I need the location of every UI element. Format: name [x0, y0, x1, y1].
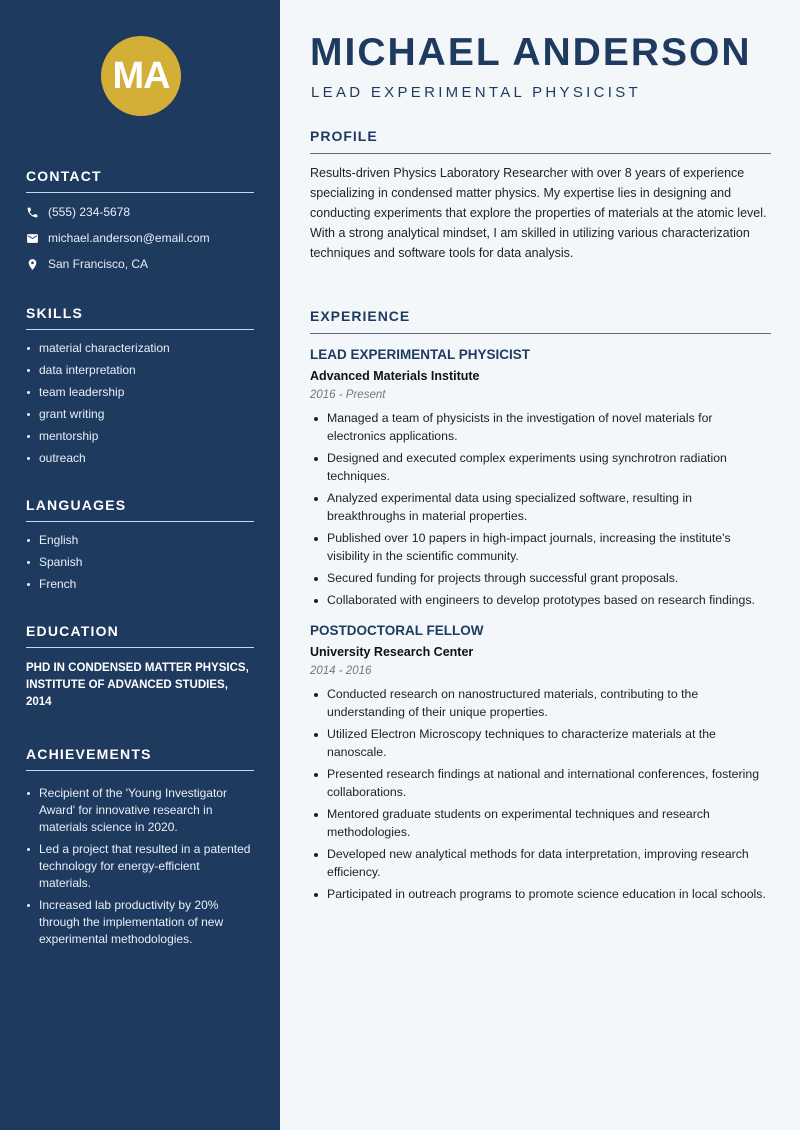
email-icon — [26, 232, 39, 245]
education-institution: INSTITUTE OF ADVANCED STUDIES, — [26, 679, 228, 691]
main-content — [280, 0, 800, 1130]
sidebar — [0, 0, 280, 1130]
job-dates: 2016 - Present — [310, 389, 386, 401]
achievement-item: Recipient of the 'Young Investigator Award' for innovative research in materials science in 2020. — [26, 785, 254, 836]
contact-email — [26, 225, 254, 251]
skill-item: grant writing — [26, 406, 254, 422]
contact-phone — [26, 199, 254, 225]
job-bullet: Analyzed experimental data using specialized software, resulting in breakthroughs in material properties. — [310, 489, 771, 525]
education-entry — [26, 660, 254, 711]
job-role: LEAD EXPERIMENTAL PHYSICIST — [310, 347, 531, 362]
education-degree: PHD IN CONDENSED MATTER PHYSICS, — [26, 662, 249, 674]
job-entry — [310, 347, 771, 609]
skill-item: data interpretation — [26, 362, 254, 378]
phone-text: (555) 234-5678 — [48, 205, 131, 219]
skills-section — [26, 305, 254, 472]
job-bullets — [310, 685, 771, 903]
contact-heading: CONTACT — [26, 168, 254, 193]
achievement-item: Increased lab productivity by 20% through the implementation of new experimental methodologies. — [26, 897, 254, 948]
education-section — [26, 623, 254, 711]
experience-heading: EXPERIENCE — [310, 308, 771, 334]
location-text: San Francisco, CA — [48, 257, 149, 271]
candidate-title: LEAD EXPERIMENTAL PHYSICIST — [311, 84, 641, 101]
skill-item: material characterization — [26, 340, 254, 356]
language-item: English — [26, 532, 254, 548]
avatar-initials: MA — [112, 54, 170, 97]
language-item: French — [26, 576, 254, 592]
candidate-name: MICHAEL ANDERSON — [310, 31, 752, 74]
languages-section — [26, 497, 254, 598]
achievement-item: Led a project that resulted in a patented technology for energy-efficient materials. — [26, 841, 254, 892]
profile-section — [310, 128, 771, 263]
job-bullet: Designed and executed complex experiments using synchrotron radiation techniques. — [310, 449, 771, 485]
location-pin-icon — [26, 258, 39, 271]
skills-list — [26, 340, 254, 466]
job-bullet: Managed a team of physicists in the investigation of novel materials for electronics applications. — [310, 409, 771, 445]
email-text[interactable]: michael.anderson@email.com — [48, 231, 210, 245]
languages-list — [26, 532, 254, 592]
education-year: 2014 — [26, 696, 52, 708]
job-bullet: Published over 10 papers in high-impact journals, increasing the institute's visibility in the scientific community. — [310, 529, 771, 565]
skill-item: mentorship — [26, 428, 254, 444]
skill-item: outreach — [26, 450, 254, 466]
job-bullets — [310, 409, 771, 609]
skill-item: team leadership — [26, 384, 254, 400]
education-heading: EDUCATION — [26, 623, 254, 648]
contact-section — [26, 168, 254, 277]
avatar — [101, 36, 181, 116]
achievements-list — [26, 785, 254, 948]
job-bullet: Participated in outreach programs to promote science education in local schools. — [310, 885, 771, 903]
job-bullet: Collaborated with engineers to develop prototypes based on research findings. — [310, 591, 771, 609]
job-bullet: Conducted research on nanostructured materials, contributing to the understanding of their unique properties. — [310, 685, 771, 721]
job-bullet: Presented research findings at national and international conferences, fostering collaborations. — [310, 765, 771, 801]
languages-heading: LANGUAGES — [26, 497, 254, 522]
job-bullet: Secured funding for projects through successful grant proposals. — [310, 569, 771, 587]
achievements-heading: ACHIEVEMENTS — [26, 746, 254, 771]
job-organization: Advanced Materials Institute — [310, 369, 480, 383]
job-bullet: Utilized Electron Microscopy techniques to characterize materials at the nanoscale. — [310, 725, 771, 761]
job-organization: University Research Center — [310, 645, 474, 659]
job-entry — [310, 623, 771, 903]
experience-section — [310, 308, 771, 907]
job-dates: 2014 - 2016 — [310, 665, 372, 677]
skills-heading: SKILLS — [26, 305, 254, 330]
phone-icon — [26, 206, 39, 219]
language-item: Spanish — [26, 554, 254, 570]
job-role: POSTDOCTORAL FELLOW — [310, 623, 484, 638]
profile-heading: PROFILE — [310, 128, 771, 154]
profile-summary: Results-driven Physics Laboratory Researcher with over 8 years of experience specializing in condensed matter physics. My expertise lies in designing and conducting experiments that explore the properties of materials at the atomic level. With a strong analytical mindset, I am skilled in utilizing various characterization techniques and software tools for data analysis. — [310, 166, 767, 260]
contact-location — [26, 251, 254, 277]
job-bullet: Mentored graduate students on experimental techniques and research methodologies. — [310, 805, 771, 841]
job-bullet: Developed new analytical methods for data interpretation, improving research efficiency. — [310, 845, 771, 881]
achievements-section — [26, 746, 254, 953]
